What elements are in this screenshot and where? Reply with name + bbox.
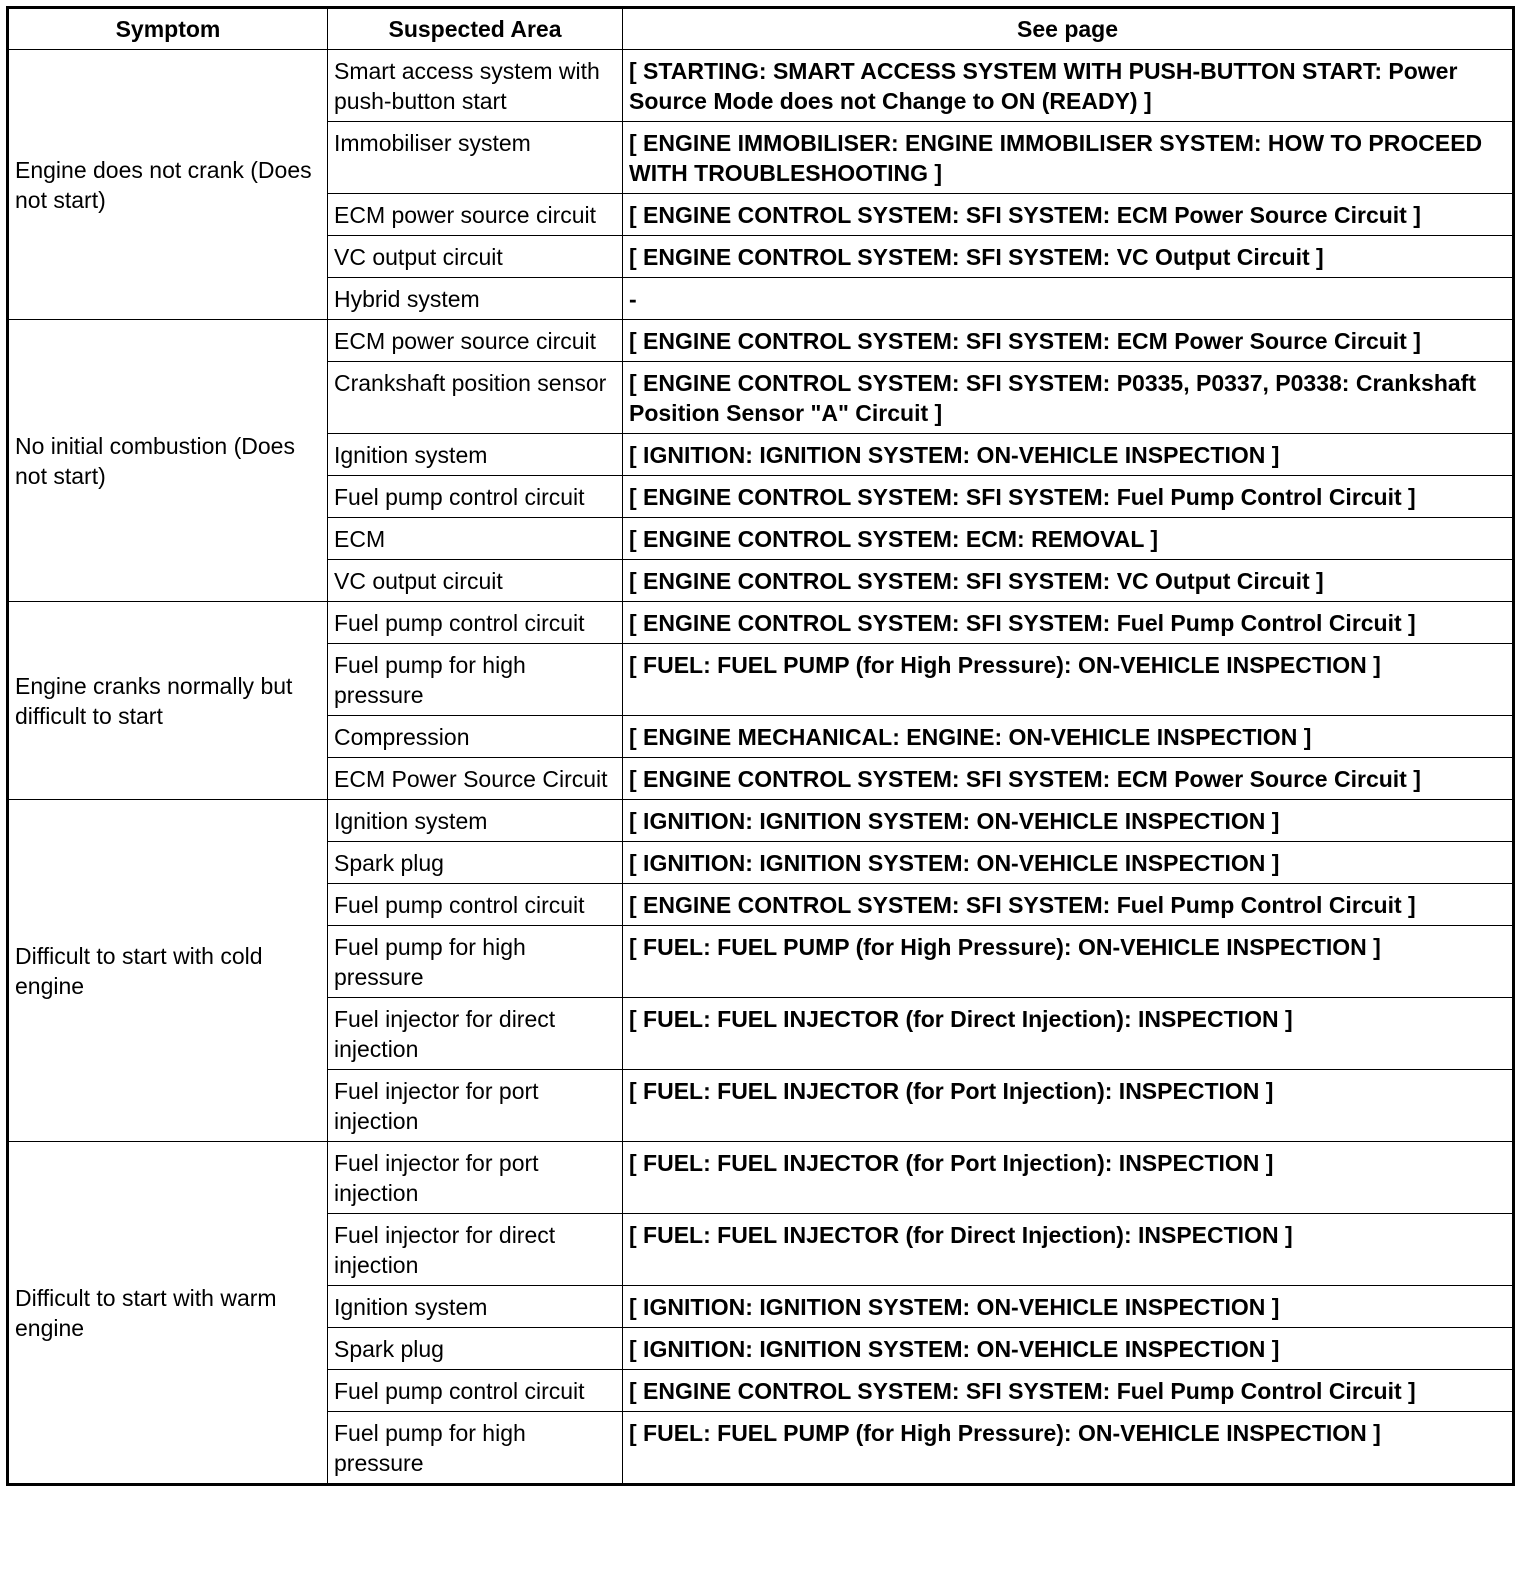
see-page-reference-link[interactable]: [ ENGINE CONTROL SYSTEM: SFI SYSTEM: VC Output Circuit ] — [623, 236, 1514, 278]
see-page-reference-link[interactable]: [ IGNITION: IGNITION SYSTEM: ON-VEHICLE INSPECTION ] — [623, 1286, 1514, 1328]
suspected-area-cell: Spark plug — [328, 842, 623, 884]
suspected-area-cell: Ignition system — [328, 434, 623, 476]
suspected-area-cell: Fuel pump control circuit — [328, 884, 623, 926]
suspected-area-cell: Fuel pump control circuit — [328, 476, 623, 518]
see-page-reference-link[interactable]: [ ENGINE CONTROL SYSTEM: SFI SYSTEM: ECM Power Source Circuit ] — [623, 758, 1514, 800]
suspected-area-cell: ECM power source circuit — [328, 320, 623, 362]
see-page-reference-link[interactable]: [ ENGINE CONTROL SYSTEM: SFI SYSTEM: Fuel Pump Control Circuit ] — [623, 476, 1514, 518]
suspected-area-cell: ECM Power Source Circuit — [328, 758, 623, 800]
see-page-reference-link[interactable]: [ FUEL: FUEL PUMP (for High Pressure): ON-VEHICLE INSPECTION ] — [623, 926, 1514, 998]
see-page-reference-link[interactable]: [ ENGINE MECHANICAL: ENGINE: ON-VEHICLE INSPECTION ] — [623, 716, 1514, 758]
see-page-reference-link[interactable]: [ FUEL: FUEL INJECTOR (for Port Injection): INSPECTION ] — [623, 1070, 1514, 1142]
symptom-cell: Difficult to start with cold engine — [8, 800, 328, 1142]
suspected-area-cell: Immobiliser system — [328, 122, 623, 194]
see-page-reference-link[interactable]: [ FUEL: FUEL PUMP (for High Pressure): ON-VEHICLE INSPECTION ] — [623, 1412, 1514, 1485]
table-row — [8, 800, 1514, 842]
see-page-reference-link[interactable]: [ FUEL: FUEL INJECTOR (for Direct Injection): INSPECTION ] — [623, 1214, 1514, 1286]
see-page-reference-link[interactable]: [ FUEL: FUEL INJECTOR (for Port Injection): INSPECTION ] — [623, 1142, 1514, 1214]
suspected-area-cell: Fuel injector for port injection — [328, 1070, 623, 1142]
suspected-area-cell: Crankshaft position sensor — [328, 362, 623, 434]
see-page-reference-link[interactable]: [ ENGINE CONTROL SYSTEM: SFI SYSTEM: VC Output Circuit ] — [623, 560, 1514, 602]
suspected-area-cell: Fuel injector for port injection — [328, 1142, 623, 1214]
see-page-reference-link[interactable]: [ FUEL: FUEL PUMP (for High Pressure): ON-VEHICLE INSPECTION ] — [623, 644, 1514, 716]
see-page-reference-link[interactable]: [ ENGINE IMMOBILISER: ENGINE IMMOBILISER SYSTEM: HOW TO PROCEED WITH TROUBLESHOOTING ] — [623, 122, 1514, 194]
troubleshooting-table — [6, 6, 1515, 1486]
suspected-area-cell: VC output circuit — [328, 236, 623, 278]
see-page-reference-link[interactable]: [ ENGINE CONTROL SYSTEM: SFI SYSTEM: Fuel Pump Control Circuit ] — [623, 602, 1514, 644]
suspected-area-cell: Smart access system with push-button start — [328, 50, 623, 122]
see-page-reference-link[interactable]: [ IGNITION: IGNITION SYSTEM: ON-VEHICLE INSPECTION ] — [623, 800, 1514, 842]
see-page-reference-link[interactable]: [ STARTING: SMART ACCESS SYSTEM WITH PUSH-BUTTON START: Power Source Mode does not Change to ON (READY) ] — [623, 50, 1514, 122]
suspected-area-cell: Ignition system — [328, 800, 623, 842]
suspected-area-cell: Fuel pump control circuit — [328, 602, 623, 644]
see-page-reference-link[interactable]: - — [623, 278, 1514, 320]
table-body — [8, 50, 1514, 1485]
suspected-area-cell: VC output circuit — [328, 560, 623, 602]
suspected-area-cell: Fuel injector for direct injection — [328, 998, 623, 1070]
table-row — [8, 50, 1514, 122]
suspected-area-cell: Fuel pump control circuit — [328, 1370, 623, 1412]
see-page-reference-link[interactable]: [ ENGINE CONTROL SYSTEM: SFI SYSTEM: P0335, P0337, P0338: Crankshaft Position Sensor "A" Circuit ] — [623, 362, 1514, 434]
suspected-area-cell: Ignition system — [328, 1286, 623, 1328]
header-symptom: Symptom — [8, 8, 328, 50]
see-page-reference-link[interactable]: [ ENGINE CONTROL SYSTEM: SFI SYSTEM: Fuel Pump Control Circuit ] — [623, 884, 1514, 926]
suspected-area-cell: Spark plug — [328, 1328, 623, 1370]
suspected-area-cell: ECM — [328, 518, 623, 560]
header-row — [8, 8, 1514, 50]
see-page-reference-link[interactable]: [ IGNITION: IGNITION SYSTEM: ON-VEHICLE INSPECTION ] — [623, 434, 1514, 476]
see-page-reference-link[interactable]: [ ENGINE CONTROL SYSTEM: SFI SYSTEM: ECM Power Source Circuit ] — [623, 320, 1514, 362]
symptom-cell: No initial combustion (Does not start) — [8, 320, 328, 602]
suspected-area-cell: Fuel pump for high pressure — [328, 644, 623, 716]
table-row — [8, 1142, 1514, 1214]
suspected-area-cell: Fuel injector for direct injection — [328, 1214, 623, 1286]
suspected-area-cell: Compression — [328, 716, 623, 758]
see-page-reference-link[interactable]: [ ENGINE CONTROL SYSTEM: SFI SYSTEM: Fuel Pump Control Circuit ] — [623, 1370, 1514, 1412]
header-suspected-area: Suspected Area — [328, 8, 623, 50]
table-row — [8, 602, 1514, 644]
see-page-reference-link[interactable]: [ FUEL: FUEL INJECTOR (for Direct Injection): INSPECTION ] — [623, 998, 1514, 1070]
suspected-area-cell: Fuel pump for high pressure — [328, 1412, 623, 1485]
symptom-cell: Engine cranks normally but difficult to start — [8, 602, 328, 800]
header-see-page: See page — [623, 8, 1514, 50]
see-page-reference-link[interactable]: [ ENGINE CONTROL SYSTEM: ECM: REMOVAL ] — [623, 518, 1514, 560]
suspected-area-cell: ECM power source circuit — [328, 194, 623, 236]
see-page-reference-link[interactable]: [ ENGINE CONTROL SYSTEM: SFI SYSTEM: ECM Power Source Circuit ] — [623, 194, 1514, 236]
symptom-cell: Difficult to start with warm engine — [8, 1142, 328, 1485]
symptom-cell: Engine does not crank (Does not start) — [8, 50, 328, 320]
see-page-reference-link[interactable]: [ IGNITION: IGNITION SYSTEM: ON-VEHICLE INSPECTION ] — [623, 1328, 1514, 1370]
table-row — [8, 320, 1514, 362]
see-page-reference-link[interactable]: [ IGNITION: IGNITION SYSTEM: ON-VEHICLE INSPECTION ] — [623, 842, 1514, 884]
suspected-area-cell: Hybrid system — [328, 278, 623, 320]
suspected-area-cell: Fuel pump for high pressure — [328, 926, 623, 998]
